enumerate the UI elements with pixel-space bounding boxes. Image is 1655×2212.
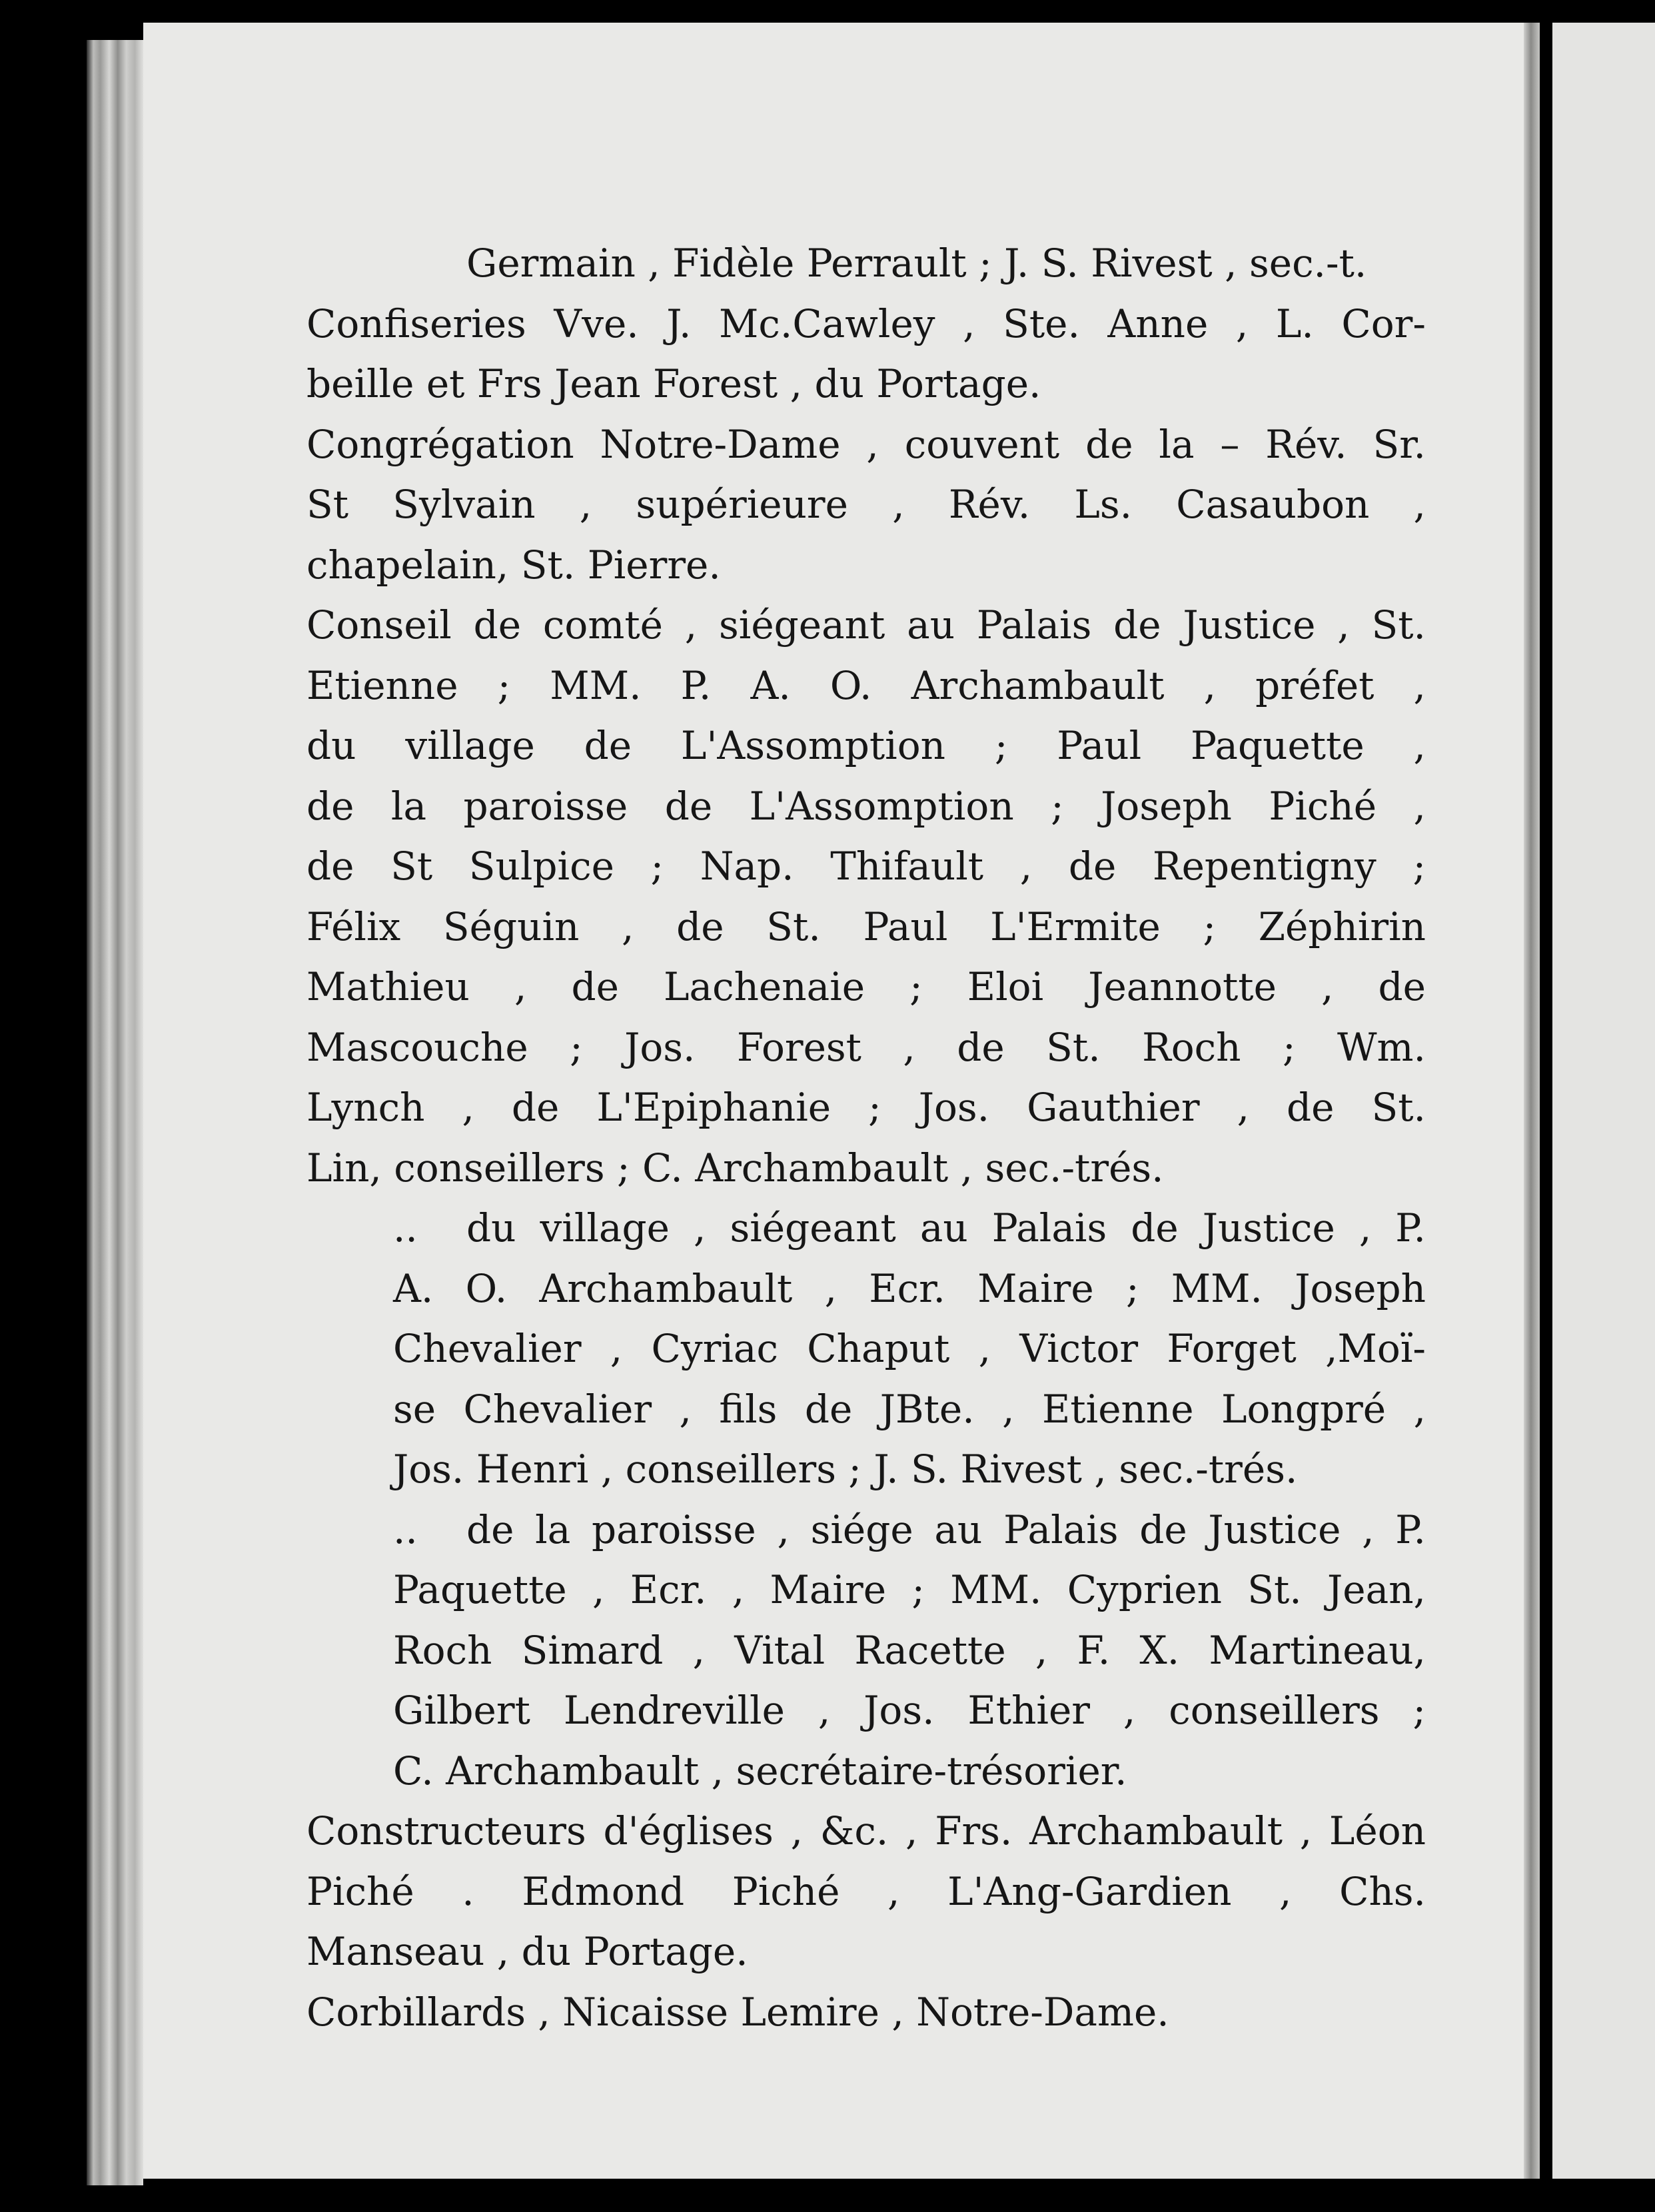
- entry-line: [306, 776, 1426, 837]
- ditto-marks: ..: [393, 1205, 418, 1251]
- entry-line: [306, 595, 1426, 656]
- entry-line: [393, 1500, 1426, 1560]
- entry-line-text: du village de L'Assomption ; Paul Paquette ,: [306, 723, 1426, 768]
- entry-line-text: chapelain, St. Pierre.: [306, 542, 721, 588]
- ditto-marks: ..: [393, 1506, 418, 1552]
- entry-line: [393, 1198, 1426, 1259]
- directory-entry: [306, 233, 1426, 294]
- entry-line-text: Conseil de comté , siégeant au Palais de Justice , St.: [306, 602, 1426, 648]
- directory-entry: [306, 595, 1426, 1198]
- entry-line-text: de la paroisse de L'Assomption ; Joseph Piché ,: [306, 783, 1426, 829]
- directory-text: [306, 233, 1426, 2042]
- entry-line-text: Manseau , du Portage.: [306, 1929, 748, 1974]
- entry-line-text: beille et Frs Jean Forest , du Portage.: [306, 361, 1041, 406]
- entry-line: [306, 897, 1426, 957]
- entry-line: [393, 1439, 1426, 1500]
- entry-line-text: de la paroisse , siége au Palais de Justice , P.: [466, 1506, 1426, 1552]
- entry-line-text: Congrégation Notre-Dame , couvent de la – Rév. Sr.: [306, 421, 1426, 467]
- entry-line: [306, 1077, 1426, 1138]
- entry-line-text: Lynch , de L'Epiphanie ; Jos. Gauthier , de St.: [306, 1085, 1426, 1130]
- directory-entry: [306, 1982, 1426, 2043]
- entry-line: [393, 1741, 1426, 1802]
- entry-line-text: Etienne ; MM. P. A. O. Archambault , préfet ,: [306, 662, 1426, 708]
- entry-line: [306, 294, 1426, 354]
- entry-line: [393, 1259, 1426, 1319]
- entry-line: [306, 836, 1426, 897]
- entry-line: [393, 1560, 1426, 1620]
- directory-entry: [306, 1198, 1426, 1500]
- entry-line-text: Félix Séguin , de St. Paul L'Ermite ; Zéphirin: [306, 903, 1426, 949]
- page-gutter: [1524, 23, 1540, 2179]
- entry-line: [393, 1680, 1426, 1741]
- entry-line-text: Paquette , Ecr. , Maire ; MM. Cyprien St. Jean,: [393, 1567, 1426, 1612]
- entry-line: [306, 716, 1426, 776]
- book-spine-edge: [87, 40, 143, 2185]
- entry-line-text: Constructeurs d'églises , &c. , Frs. Archambault , Léon: [306, 1808, 1426, 1854]
- entry-line-text: Gilbert Lendreville , Jos. Ethier , conseillers ;: [393, 1688, 1426, 1733]
- entry-line: [306, 1138, 1426, 1199]
- entry-line: [306, 354, 1426, 414]
- entry-line-text: Mascouche ; Jos. Forest , de St. Roch ; Wm.: [306, 1024, 1426, 1070]
- entry-line-text: Germain , Fidèle Perrault ; J. S. Rivest , sec.-t.: [466, 241, 1367, 286]
- entry-line: [393, 1319, 1426, 1379]
- entry-line: [306, 1982, 1426, 2043]
- entry-line-text: se Chevalier , fils de JBte. , Etienne Longpré ,: [393, 1386, 1426, 1432]
- entry-line-text: Lin, conseillers ; C. Archambault , sec.-trés.: [306, 1145, 1164, 1191]
- entry-line: [306, 474, 1426, 535]
- entry-line: [466, 233, 1426, 294]
- entry-line: [393, 1620, 1426, 1681]
- entry-line: [393, 1379, 1426, 1440]
- entry-line-text: C. Archambault , secrétaire-trésorier.: [393, 1748, 1127, 1794]
- directory-entry: [306, 1500, 1426, 1802]
- entry-line-text: Roch Simard , Vital Racette , F. X. Martineau,: [393, 1627, 1426, 1673]
- entry-line-text: Confiseries Vve. J. Mc.Cawley , Ste. Anne , L. Cor-: [306, 300, 1426, 346]
- next-page-edge: [1552, 23, 1655, 2179]
- entry-line: [306, 656, 1426, 716]
- entry-line: [306, 1922, 1426, 1982]
- entry-line-text: Mathieu , de Lachenaie ; Eloi Jeannotte , de: [306, 964, 1426, 1009]
- entry-line-text: Corbillards , Nicaisse Lemire , Notre-Dame.: [306, 1989, 1169, 2035]
- entry-line: [306, 957, 1426, 1017]
- entry-line-text: de St Sulpice ; Nap. Thifault , de Repentigny ;: [306, 843, 1426, 889]
- entry-line: [306, 1801, 1426, 1862]
- directory-entry: [306, 414, 1426, 596]
- directory-entry: [306, 294, 1426, 414]
- entry-line-text: Chevalier , Cyriac Chaput , Victor Forget ,Moï-: [393, 1326, 1426, 1371]
- entry-line: [306, 535, 1426, 596]
- entry-line: [306, 1017, 1426, 1078]
- directory-entry: [306, 1801, 1426, 1982]
- entry-line-text: St Sylvain , supérieure , Rév. Ls. Casaubon ,: [306, 482, 1426, 527]
- entry-line: [306, 1862, 1426, 1922]
- entry-line-text: du village , siégeant au Palais de Justice , P.: [466, 1205, 1426, 1251]
- entry-line-text: Piché . Edmond Piché , L'Ang-Gardien , Chs.: [306, 1868, 1426, 1914]
- entry-line-text: Jos. Henri , conseillers ; J. S. Rivest , sec.-trés.: [393, 1446, 1298, 1492]
- entry-line-text: A. O. Archambault , Ecr. Maire ; MM. Joseph: [393, 1265, 1426, 1311]
- entry-line: [306, 414, 1426, 475]
